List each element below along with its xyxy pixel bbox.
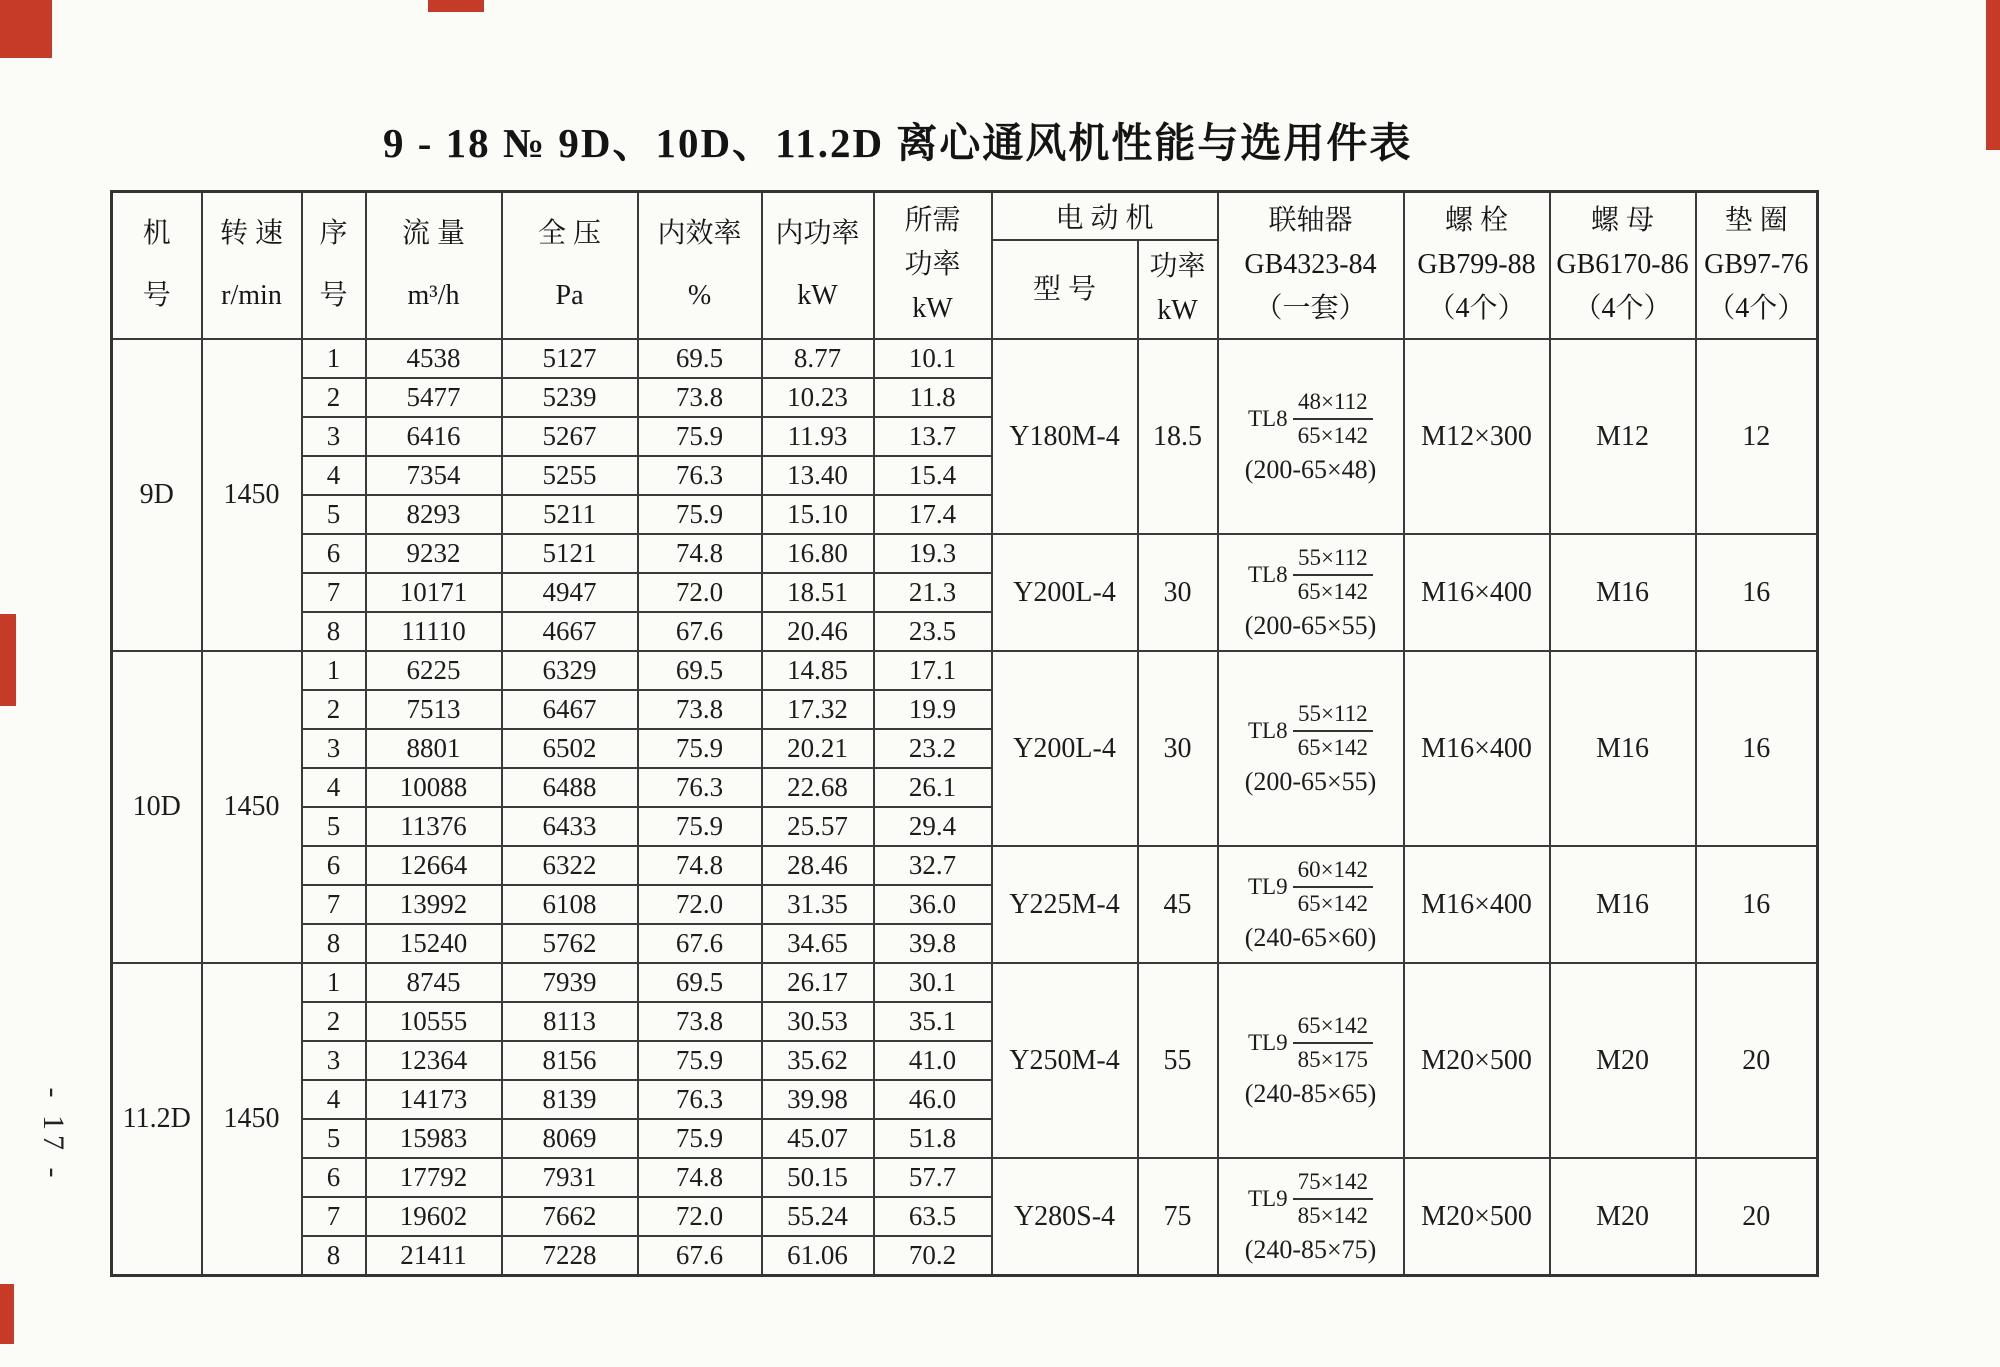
coupling-fraction: $\frac{55\times 112}{65\times 142}$ [1293,699,1373,763]
cell-pressure: 6502 [502,729,638,768]
table-row [112,534,1818,573]
cell-required-power: 10.1 [874,339,992,378]
cell-flow: 21411 [366,1236,502,1276]
cell-pressure: 7931 [502,1158,638,1197]
coupling-model: TL9 [1247,1029,1288,1055]
cell-flow: 6416 [366,417,502,456]
cell-internal-power: 45.07 [762,1119,874,1158]
table-row [112,963,1818,1002]
cell-serial: 7 [302,573,366,612]
cell-nut: M12 [1550,339,1696,534]
cell-washer: 16 [1696,651,1818,846]
cell-pressure: 6467 [502,690,638,729]
cell-pressure: 8156 [502,1041,638,1080]
cell-internal-power: 20.46 [762,612,874,651]
cell-efficiency: 69.5 [638,651,762,690]
cell-internal-power: 18.51 [762,573,874,612]
cell-internal-power: 13.40 [762,456,874,495]
cell-serial: 3 [302,1041,366,1080]
cell-washer: 12 [1696,339,1818,534]
cell-efficiency: 76.3 [638,768,762,807]
cell-serial: 8 [302,612,366,651]
cell-motor-model: Y250M-4 [992,963,1138,1158]
coupling-note: (200-65×55) [1244,610,1377,640]
header-flow: 流 量 m³/h [366,192,502,339]
red-scan-mark [0,614,16,706]
cell-efficiency: 67.6 [638,924,762,963]
cell-washer: 20 [1696,963,1818,1158]
machine-cell: 9D [112,339,202,651]
cell-efficiency: 73.8 [638,1002,762,1041]
cell-pressure: 8069 [502,1119,638,1158]
cell-internal-power: 34.65 [762,924,874,963]
cell-serial: 2 [302,690,366,729]
cell-internal-power: 10.23 [762,378,874,417]
cell-serial: 1 [302,339,366,378]
cell-pressure: 6329 [502,651,638,690]
cell-pressure: 5762 [502,924,638,963]
coupling-fraction: $\frac{48\times 112}{65\times 142}$ [1293,387,1373,451]
cell-pressure: 8113 [502,1002,638,1041]
header-washer: 垫 圈 GB97-76 （4个） [1696,192,1818,339]
cell-efficiency: 75.9 [638,495,762,534]
cell-required-power: 17.1 [874,651,992,690]
cell-required-power: 19.9 [874,690,992,729]
cell-pressure: 6433 [502,807,638,846]
coupling-note: (200-65×55) [1244,766,1377,796]
cell-required-power: 35.1 [874,1002,992,1041]
cell-required-power: 63.5 [874,1197,992,1236]
cell-motor-model: Y280S-4 [992,1158,1138,1276]
cell-flow: 15240 [366,924,502,963]
cell-required-power: 70.2 [874,1236,992,1276]
table-row [112,651,1818,690]
cell-bolt: M16×400 [1404,651,1550,846]
cell-nut: M16 [1550,534,1696,651]
coupling-note: (240-65×60) [1244,922,1377,952]
machine-cell: 10D [112,651,202,963]
header-required-power: 所需 功率 kW [874,192,992,339]
cell-efficiency: 73.8 [638,378,762,417]
cell-motor-power: 30 [1138,534,1218,651]
cell-flow: 4538 [366,339,502,378]
header-motor: 电 动 机 [992,192,1218,240]
cell-internal-power: 15.10 [762,495,874,534]
cell-flow: 7354 [366,456,502,495]
fan-performance-table [110,190,1819,1277]
header-motor-model: 型 号 [992,240,1138,339]
coupling-note: (240-85×75) [1244,1234,1377,1264]
cell-pressure: 5211 [502,495,638,534]
cell-flow: 10088 [366,768,502,807]
cell-efficiency: 72.0 [638,1197,762,1236]
cell-flow: 5477 [366,378,502,417]
coupling-note: (200-65×48) [1244,454,1377,484]
cell-coupling [1218,963,1404,1158]
cell-flow: 12664 [366,846,502,885]
cell-coupling [1218,651,1404,846]
cell-serial: 7 [302,1197,366,1236]
cell-nut: M16 [1550,846,1696,963]
cell-internal-power: 30.53 [762,1002,874,1041]
cell-required-power: 19.3 [874,534,992,573]
cell-required-power: 11.8 [874,378,992,417]
cell-serial: 5 [302,495,366,534]
cell-required-power: 23.5 [874,612,992,651]
cell-flow: 11376 [366,807,502,846]
cell-serial: 8 [302,924,366,963]
speed-cell: 1450 [202,963,302,1276]
page-title: 9 - 18 № 9D、10D、11.2D 离心通风机性能与选用件表 [383,120,1413,166]
cell-efficiency: 75.9 [638,417,762,456]
cell-bolt: M16×400 [1404,534,1550,651]
cell-required-power: 41.0 [874,1041,992,1080]
cell-flow: 6225 [366,651,502,690]
cell-efficiency: 75.9 [638,807,762,846]
cell-required-power: 17.4 [874,495,992,534]
cell-efficiency: 75.9 [638,1119,762,1158]
cell-serial: 5 [302,807,366,846]
cell-bolt: M20×500 [1404,1158,1550,1276]
header-machine-no: 机 号 [112,192,202,339]
header-motor-power: 功率 kW [1138,240,1218,339]
table-row [112,339,1818,378]
cell-motor-power: 55 [1138,963,1218,1158]
cell-pressure: 5267 [502,417,638,456]
coupling-model: TL8 [1247,405,1288,431]
cell-required-power: 51.8 [874,1119,992,1158]
cell-required-power: 36.0 [874,885,992,924]
cell-serial: 7 [302,885,366,924]
cell-flow: 12364 [366,1041,502,1080]
cell-flow: 11110 [366,612,502,651]
cell-nut: M20 [1550,1158,1696,1276]
cell-required-power: 57.7 [874,1158,992,1197]
cell-efficiency: 67.6 [638,1236,762,1276]
cell-required-power: 15.4 [874,456,992,495]
cell-efficiency: 76.3 [638,1080,762,1119]
cell-motor-power: 45 [1138,846,1218,963]
cell-serial: 4 [302,768,366,807]
cell-internal-power: 61.06 [762,1236,874,1276]
cell-efficiency: 76.3 [638,456,762,495]
cell-internal-power: 14.85 [762,651,874,690]
coupling-fraction: $\frac{75\times 142}{85\times 142}$ [1293,1167,1373,1231]
cell-serial: 5 [302,1119,366,1158]
cell-required-power: 32.7 [874,846,992,885]
page-number: - 17 - [37,1087,70,1183]
cell-flow: 8801 [366,729,502,768]
cell-coupling [1218,1158,1404,1276]
cell-internal-power: 11.93 [762,417,874,456]
header-internal-power: 内功率 kW [762,192,874,339]
cell-internal-power: 16.80 [762,534,874,573]
cell-internal-power: 55.24 [762,1197,874,1236]
cell-pressure: 4947 [502,573,638,612]
cell-serial: 6 [302,846,366,885]
cell-flow: 14173 [366,1080,502,1119]
cell-motor-model: Y200L-4 [992,651,1138,846]
cell-serial: 8 [302,1236,366,1276]
cell-required-power: 30.1 [874,963,992,1002]
header-efficiency: 内效率 % [638,192,762,339]
cell-flow: 8293 [366,495,502,534]
red-scan-mark [1986,0,2000,150]
cell-flow: 13992 [366,885,502,924]
cell-washer: 20 [1696,1158,1818,1276]
cell-pressure: 8139 [502,1080,638,1119]
cell-efficiency: 72.0 [638,885,762,924]
coupling-note: (240-85×65) [1244,1078,1377,1108]
cell-internal-power: 28.46 [762,846,874,885]
cell-nut: M20 [1550,963,1696,1158]
cell-required-power: 29.4 [874,807,992,846]
cell-pressure: 5255 [502,456,638,495]
cell-serial: 3 [302,729,366,768]
cell-efficiency: 69.5 [638,963,762,1002]
cell-internal-power: 35.62 [762,1041,874,1080]
cell-pressure: 5239 [502,378,638,417]
cell-pressure: 5121 [502,534,638,573]
cell-pressure: 5127 [502,339,638,378]
cell-serial: 2 [302,378,366,417]
coupling-fraction: $\frac{60\times 142}{65\times 142}$ [1293,855,1373,919]
coupling-fraction: $\frac{65\times 142}{85\times 175}$ [1293,1011,1373,1075]
red-scan-mark [0,0,52,58]
cell-efficiency: 75.9 [638,1041,762,1080]
cell-required-power: 13.7 [874,417,992,456]
cell-motor-model: Y225M-4 [992,846,1138,963]
cell-serial: 1 [302,651,366,690]
cell-required-power: 46.0 [874,1080,992,1119]
cell-internal-power: 17.32 [762,690,874,729]
coupling-model: TL8 [1247,561,1288,587]
table-row [112,846,1818,885]
cell-flow: 10555 [366,1002,502,1041]
cell-efficiency: 74.8 [638,534,762,573]
cell-efficiency: 74.8 [638,846,762,885]
cell-required-power: 23.2 [874,729,992,768]
cell-nut: M16 [1550,651,1696,846]
cell-coupling [1218,534,1404,651]
cell-required-power: 26.1 [874,768,992,807]
cell-bolt: M20×500 [1404,963,1550,1158]
cell-pressure: 7662 [502,1197,638,1236]
cell-efficiency: 67.6 [638,612,762,651]
red-scan-mark [0,1284,14,1344]
cell-motor-model: Y180M-4 [992,339,1138,534]
cell-internal-power: 8.77 [762,339,874,378]
cell-pressure: 7939 [502,963,638,1002]
cell-motor-model: Y200L-4 [992,534,1138,651]
cell-pressure: 6108 [502,885,638,924]
cell-pressure: 6322 [502,846,638,885]
cell-efficiency: 75.9 [638,729,762,768]
cell-efficiency: 73.8 [638,690,762,729]
cell-internal-power: 50.15 [762,1158,874,1197]
cell-serial: 4 [302,456,366,495]
cell-serial: 1 [302,963,366,1002]
cell-washer: 16 [1696,534,1818,651]
cell-flow: 10171 [366,573,502,612]
speed-cell: 1450 [202,651,302,963]
cell-efficiency: 72.0 [638,573,762,612]
header-row [112,192,1818,240]
cell-motor-power: 75 [1138,1158,1218,1276]
cell-bolt: M12×300 [1404,339,1550,534]
coupling-model: TL9 [1247,1185,1288,1211]
coupling-model: TL8 [1247,717,1288,743]
cell-motor-power: 30 [1138,651,1218,846]
cell-required-power: 39.8 [874,924,992,963]
speed-cell: 1450 [202,339,302,651]
header-nut: 螺 母 GB6170-86 （4个） [1550,192,1696,339]
cell-serial: 6 [302,534,366,573]
coupling-fraction: $\frac{55\times 112}{65\times 142}$ [1293,543,1373,607]
cell-internal-power: 20.21 [762,729,874,768]
cell-flow: 8745 [366,963,502,1002]
header-serial: 序 号 [302,192,366,339]
cell-internal-power: 26.17 [762,963,874,1002]
header-coupling: 联轴器 GB4323-84 （一套） [1218,192,1404,339]
cell-efficiency: 69.5 [638,339,762,378]
coupling-model: TL9 [1247,873,1288,899]
cell-internal-power: 39.98 [762,1080,874,1119]
cell-flow: 17792 [366,1158,502,1197]
cell-motor-power: 18.5 [1138,339,1218,534]
cell-flow: 19602 [366,1197,502,1236]
cell-serial: 4 [302,1080,366,1119]
cell-coupling [1218,339,1404,534]
cell-required-power: 21.3 [874,573,992,612]
cell-flow: 7513 [366,690,502,729]
cell-efficiency: 74.8 [638,1158,762,1197]
cell-pressure: 4667 [502,612,638,651]
cell-pressure: 6488 [502,768,638,807]
cell-coupling [1218,846,1404,963]
cell-serial: 3 [302,417,366,456]
cell-serial: 6 [302,1158,366,1197]
cell-internal-power: 31.35 [762,885,874,924]
cell-flow: 15983 [366,1119,502,1158]
cell-bolt: M16×400 [1404,846,1550,963]
cell-internal-power: 25.57 [762,807,874,846]
cell-serial: 2 [302,1002,366,1041]
red-scan-mark [428,0,484,12]
cell-pressure: 7228 [502,1236,638,1276]
machine-cell: 11.2D [112,963,202,1276]
header-speed: 转 速 r/min [202,192,302,339]
cell-washer: 16 [1696,846,1818,963]
cell-internal-power: 22.68 [762,768,874,807]
cell-flow: 9232 [366,534,502,573]
header-pressure: 全 压 Pa [502,192,638,339]
header-bolt: 螺 栓 GB799-88 （4个） [1404,192,1550,339]
table-row [112,1158,1818,1197]
